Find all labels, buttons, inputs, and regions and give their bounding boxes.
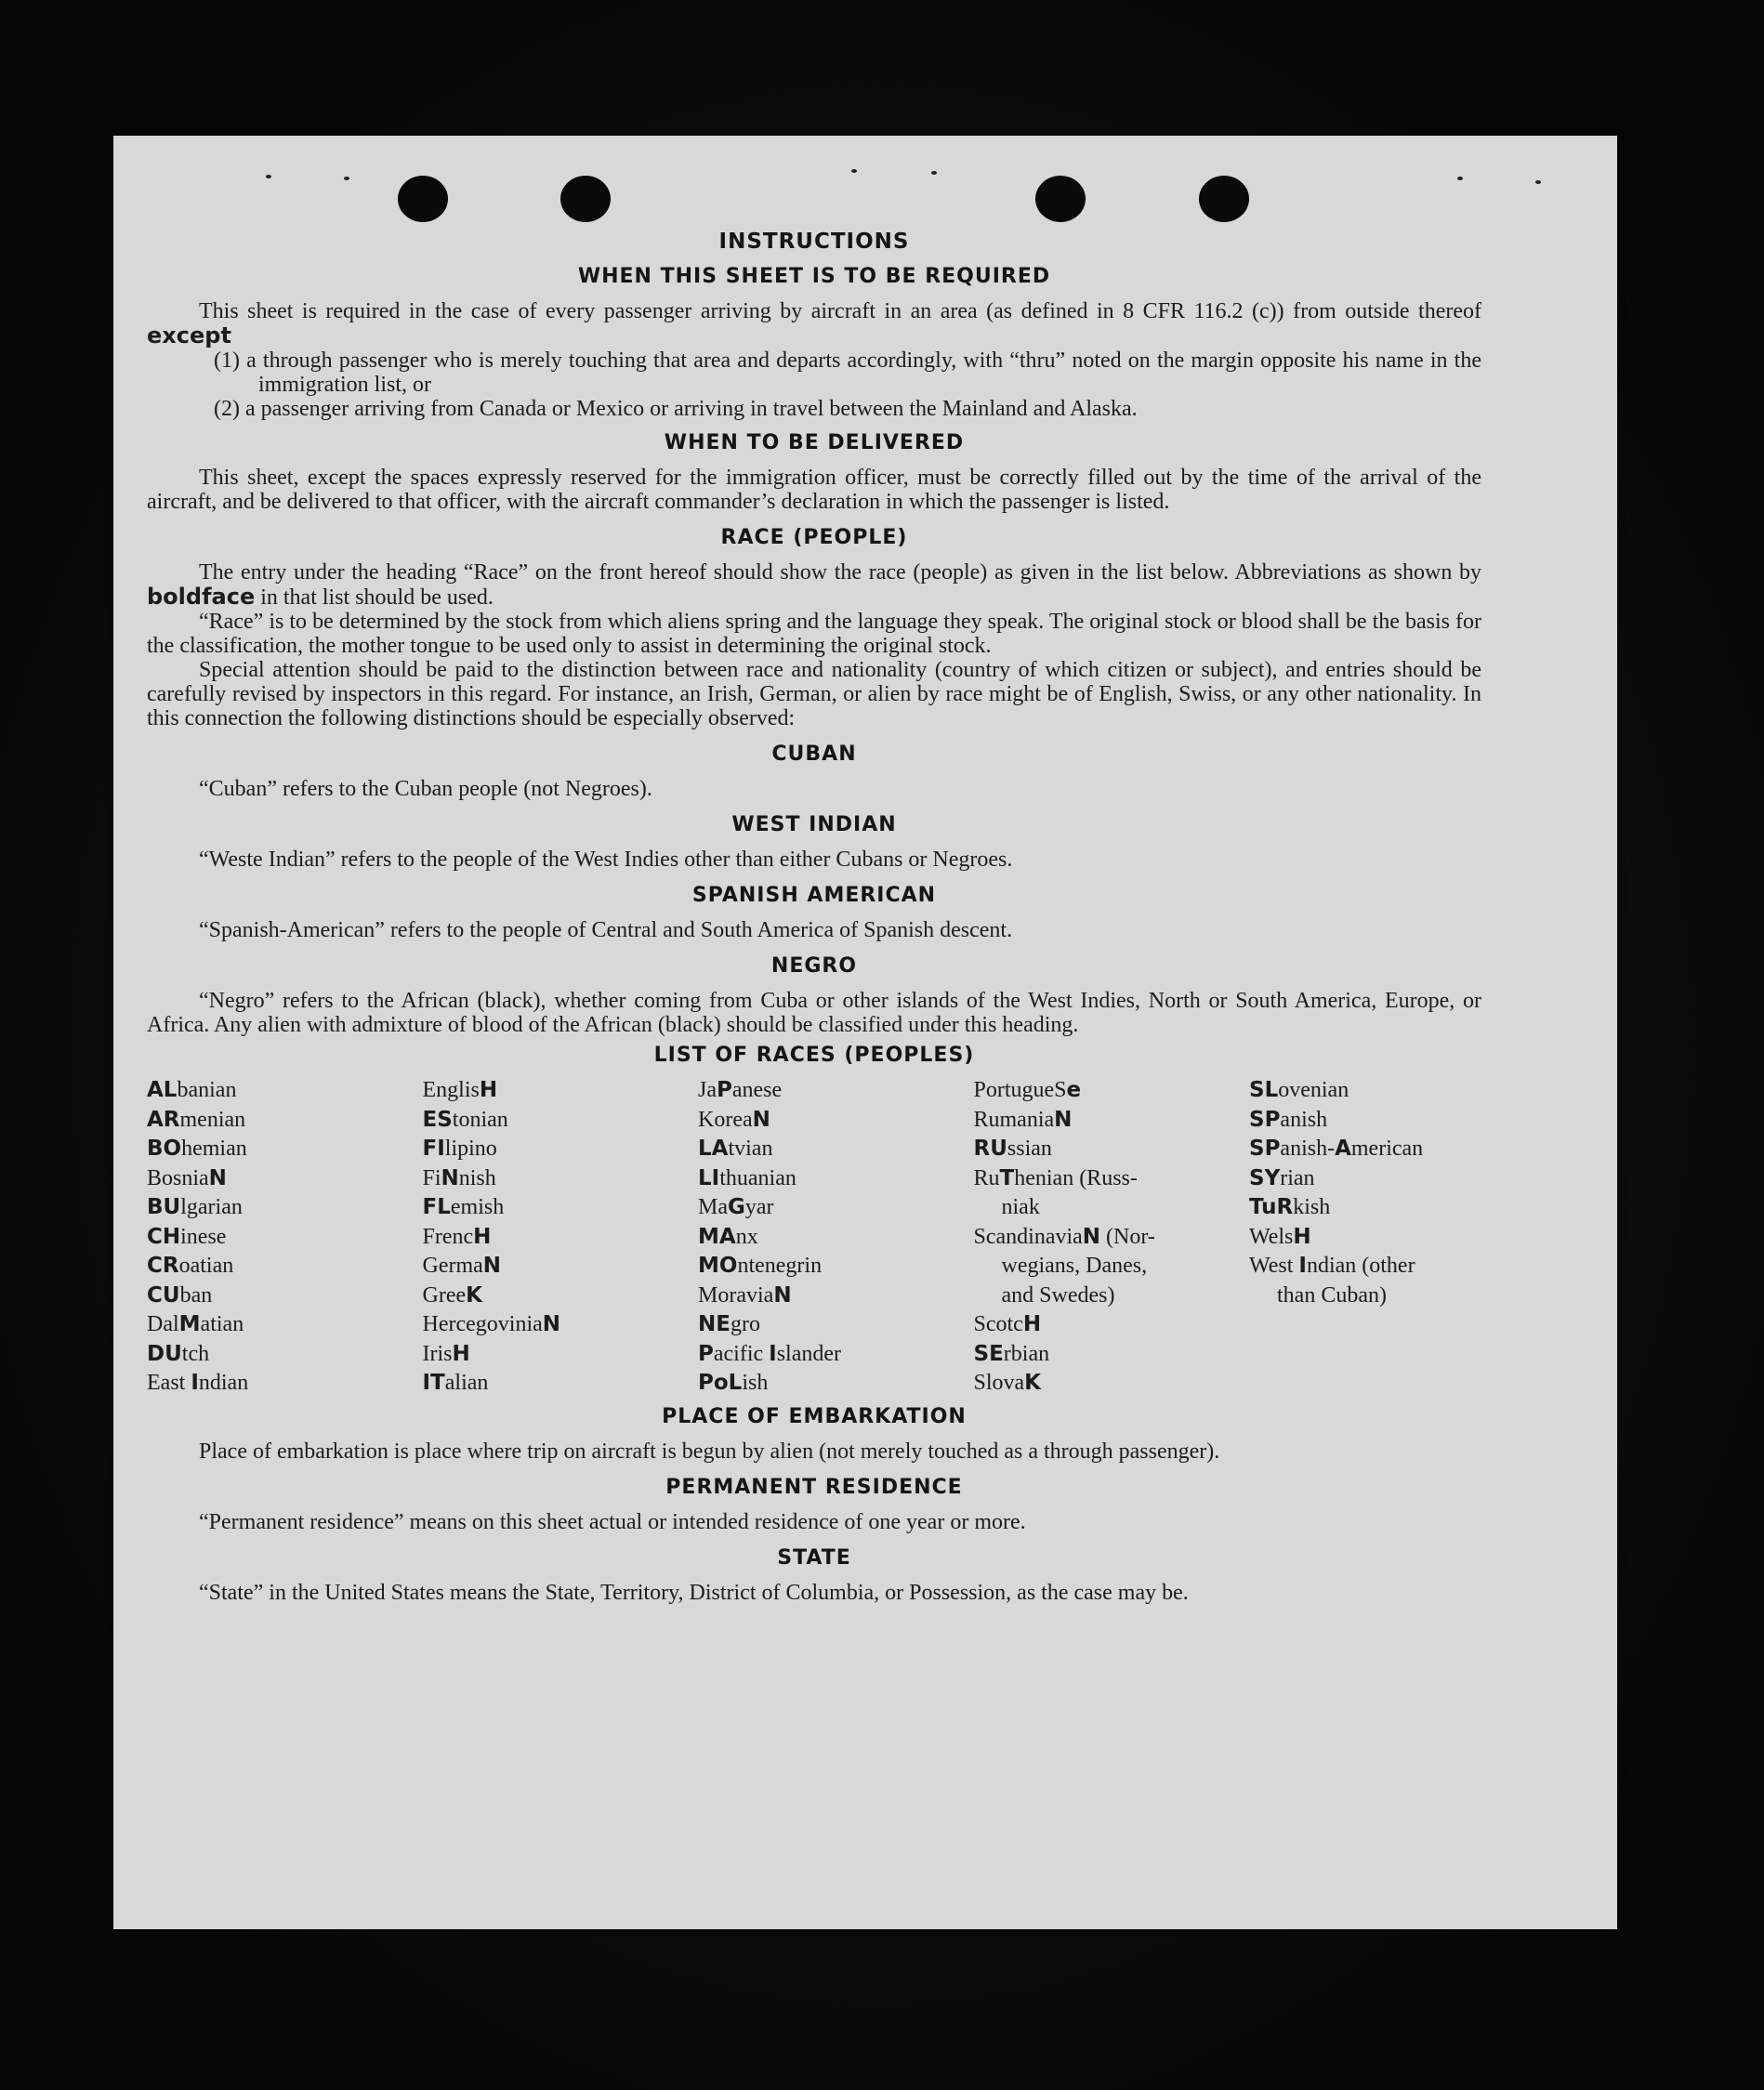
heading-negro: NEGRO [770, 954, 858, 978]
paragraph: “Cuban” refers to the Cuban people (not Negroes). [199, 777, 652, 801]
race-entry: CHinese [147, 1224, 227, 1249]
races-column-5 [1249, 1076, 1481, 1399]
scan-speck [266, 175, 271, 178]
instructions-content [147, 229, 1481, 1605]
punch-hole [1199, 176, 1249, 222]
heading-state: STATE [777, 1545, 851, 1570]
race-entry: HercegoviniaN [422, 1312, 561, 1336]
race-entry: TuRkish [1249, 1195, 1331, 1219]
paragraph: Special attention should be paid to the distinction between race and nationality (country of which citizen or subject), and entries should be carefully revised by inspectors in this regard. For instance, an Irish, German, or alien by race might be of English, Swiss, or any other nationality. In this connection the following distinctions should be especially observed: [147, 658, 1481, 730]
race-entry-continuation: and Swedes) [1001, 1282, 1115, 1308]
race-entry: ScandinaviaN (Nor- [973, 1224, 1155, 1249]
punch-hole [1035, 176, 1086, 222]
paragraph: “Race” is to be determined by the stock from which aliens spring and the language they speak. The original stock or blood shall be the basis for the classification, the mother tongue to be used only to assist in determining the original stock. [147, 610, 1481, 658]
race-entry: PortugueSe [973, 1078, 1082, 1102]
race-entry: West Indian (other [1249, 1254, 1415, 1278]
race-entry: East Indian [147, 1371, 249, 1395]
race-entry: CRoatian [147, 1254, 234, 1278]
title: INSTRUCTIONS [718, 230, 910, 254]
document-page [113, 136, 1617, 1929]
race-entry: DalMatian [147, 1312, 244, 1336]
scan-speck [931, 171, 937, 175]
race-entry: SYrian [1249, 1165, 1315, 1190]
scan-speck [344, 177, 349, 180]
race-entry: KoreaN [698, 1107, 770, 1132]
race-entry: WelsH [1249, 1224, 1311, 1249]
race-entry: LAtvian [698, 1137, 773, 1161]
heading-cuban: CUBAN [771, 743, 857, 766]
paragraph: Place of embarkation is place where trip on aircraft is begun by alien (not merely touched as a through passenger). [199, 1439, 1220, 1464]
races-column-3 [698, 1076, 958, 1399]
race-entry: RumaniaN [973, 1107, 1073, 1132]
race-entry: GermaN [422, 1254, 502, 1278]
race-entry: RuThenian (Russ- [973, 1165, 1138, 1190]
paragraph: This sheet, except the spaces expressly reserved for the immigration officer, must be correctly filled out by the time of the arrival of the aircraft, and be delivered to that officer, with the aircraft commander’s declaration in which the passenger is listed. [147, 466, 1481, 514]
scan-speck [1535, 180, 1541, 184]
race-entry: Pacific Islander [698, 1341, 842, 1366]
paragraph: “Negro” refers to the African (black), whether coming from Cuba or other islands of the West Indies, North or South America, Europe, or Africa. Any alien with admixture of blood of the African (black) should be classified under this heading. [147, 989, 1481, 1037]
race-entry: CUban [147, 1282, 213, 1308]
scan-speck [851, 169, 857, 173]
paragraph: The entry under the heading “Race” on the front hereof should show the race (people) as given in the list below. Abbreviations as shown by boldface in that list should be used. [147, 560, 1481, 610]
race-entry: SPanish-American [1249, 1137, 1424, 1161]
race-entry: DUtch [147, 1341, 210, 1366]
heading-list-of-races: LIST OF RACES (PEOPLES) [653, 1044, 975, 1067]
heading-spanish-american: SPANISH AMERICAN [691, 884, 937, 907]
punch-hole [560, 176, 611, 222]
race-entry: FLemish [422, 1195, 505, 1219]
heading-permanent-residence: PERMANENT RESIDENCE [665, 1475, 963, 1499]
race-entry: FiNnish [422, 1165, 496, 1190]
paragraph: “State” in the United States means the State, Territory, District of Columbia, or Possession, as the case may be. [199, 1580, 1189, 1605]
race-entry: LIthuanian [698, 1165, 796, 1190]
race-entry: FIlipino [422, 1137, 497, 1161]
paragraph: “Spanish-American” refers to the people of Central and South America of Spanish descent. [199, 918, 1013, 942]
race-entry: MaGyar [698, 1195, 774, 1219]
heading-race: RACE (PEOPLE) [720, 526, 908, 549]
race-entry: MoraviaN [698, 1282, 792, 1308]
race-entry: IrisH [422, 1341, 470, 1366]
race-entry: ITalian [422, 1371, 489, 1395]
race-entry: GreeK [422, 1282, 482, 1308]
race-entry: BUlgarian [147, 1195, 243, 1219]
race-entry: MAnx [698, 1224, 758, 1249]
races-list [147, 1076, 1481, 1399]
races-column-4 [974, 1076, 1234, 1399]
race-entry: SlovaK [973, 1371, 1041, 1395]
race-entry: SLovenian [1249, 1078, 1349, 1102]
race-entry: PoLish [698, 1371, 769, 1395]
race-entry: BOhemian [147, 1137, 247, 1161]
race-entry: JaPanese [698, 1078, 783, 1102]
punch-hole [398, 176, 448, 222]
list-item: (1) a through passenger who is merely touching that area and departs accordingly, with “thru” noted on the margin opposite his name in the immigration list, or [214, 348, 1481, 397]
race-entry: EnglisH [422, 1078, 498, 1102]
paragraph: “Weste Indian” refers to the people of the West Indies other than either Cubans or Negroes. [199, 848, 1013, 872]
heading-west-indian: WEST INDIAN [731, 813, 897, 836]
paragraph: This sheet is required in the case of every passenger arriving by aircraft in an area (as defined in 8 CFR 116.2 (c)) from outside thereof except [147, 299, 1481, 348]
list-item: (2) a passenger arriving from Canada or Mexico or arriving in travel between the Mainland and Alaska. [214, 397, 1138, 421]
race-entry: MOntenegrin [698, 1254, 823, 1278]
race-entry: SErbian [973, 1341, 1050, 1366]
races-column-1 [147, 1076, 407, 1399]
heading-when-required: WHEN THIS SHEET IS TO BE REQUIRED [577, 265, 1051, 288]
race-entry-continuation: niak [1001, 1195, 1040, 1219]
race-entry: ALbanian [147, 1078, 237, 1102]
heading-when-delivered: WHEN TO BE DELIVERED [664, 431, 965, 454]
race-entry: EStonian [422, 1107, 508, 1132]
race-entry: SPanish [1249, 1107, 1328, 1132]
race-entry: BosniaN [147, 1165, 227, 1190]
paragraph: “Permanent residence” means on this sheet actual or intended residence of one year or more. [199, 1509, 1026, 1534]
race-entry: ScotcH [973, 1312, 1042, 1336]
race-entry-continuation: wegians, Danes, [1001, 1254, 1148, 1278]
race-entry: FrencH [422, 1224, 492, 1249]
scan-speck [1457, 177, 1463, 180]
race-entry: RUssian [973, 1137, 1052, 1161]
races-column-2 [423, 1076, 683, 1399]
race-entry-continuation: than Cuban) [1277, 1282, 1387, 1308]
heading-place-of-embarkation: PLACE OF EMBARKATION [662, 1404, 967, 1428]
race-entry: NEgro [698, 1312, 760, 1336]
race-entry: ARmenian [147, 1107, 246, 1132]
